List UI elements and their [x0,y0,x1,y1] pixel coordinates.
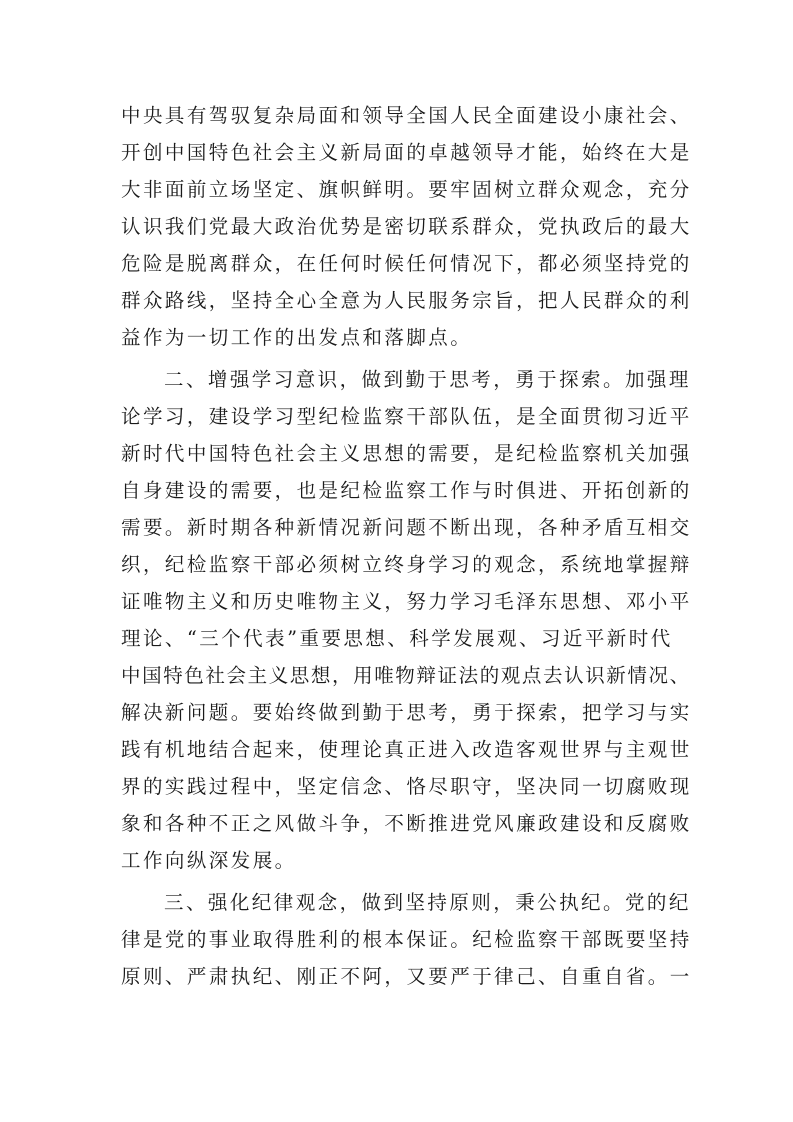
text-line: 中国特色社会主义思想，用唯物辩证法的观点去认识新情况、 [121,664,691,687]
text-line: 开创中国特色社会主义新局面的卓越领导才能，始终在大是 [121,141,692,164]
text-line: 界的实践过程中，坚定信念、恪尽职守，坚决同一切腐败现 [121,775,692,798]
text-line: 证唯物主义和历史唯物主义，努力学习毛泽东思想、邓小平 [121,590,692,613]
text-line: 大非面前立场坚定、旗帜鲜明。要牢固树立群众观念，充分 [121,178,692,201]
text-line: 新时代中国特色社会主义思想的需要，是纪检监察机关加强 [121,442,692,465]
text-line: 践有机地结合起来，使理论真正进入改造客观世界与主观世 [121,738,692,761]
text-line: 认识我们党最大政治优势是密切联系群众，党执政后的最大 [121,215,692,238]
text-line: 象和各种不正之风做斗争，不断推进党风廉政建设和反腐败 [121,812,692,835]
text-line: 危险是脱离群众，在任何时候任何情况下，都必须坚持党的 [121,252,692,275]
text-line: 工作向纵深发展。 [121,849,297,872]
text-line: 群众路线，坚持全心全意为人民服务宗旨，把人民群众的利 [121,289,692,312]
text-line: 解决新问题。要始终做到勤于思考，勇于探索，把学习与实 [121,701,692,724]
text-line: 理论、“三个代表”重要思想、科学发展观、习近平新时代 [121,627,673,650]
text-line: 益作为一切工作的出发点和落脚点。 [121,326,473,349]
text-line: 原则、严肃执纪、刚正不阿，又要严于律己、自重自省。一 [121,965,692,988]
text-line: 中央具有驾驭复杂局面和领导全国人民全面建设小康社会、 [121,104,692,127]
section-heading-line: 三、强化纪律观念，做到坚持原则，秉公执纪。党的纪 [164,891,691,914]
text-line: 论学习，建设学习型纪检监察干部队伍，是全面贯彻习近平 [121,405,692,428]
section-heading-line: 二、增强学习意识，做到勤于思考，勇于探索。加强理 [164,368,691,391]
text-line: 自身建设的需要，也是纪检监察工作与时俱进、开拓创新的 [121,479,692,502]
text-line: 律是党的事业取得胜利的根本保证。纪检监察干部既要坚持 [121,928,692,951]
text-line: 需要。新时期各种新情况新问题不断出现，各种矛盾互相交 [121,516,692,539]
text-line: 织，纪检监察干部必须树立终身学习的观念，系统地掌握辩 [121,553,692,576]
